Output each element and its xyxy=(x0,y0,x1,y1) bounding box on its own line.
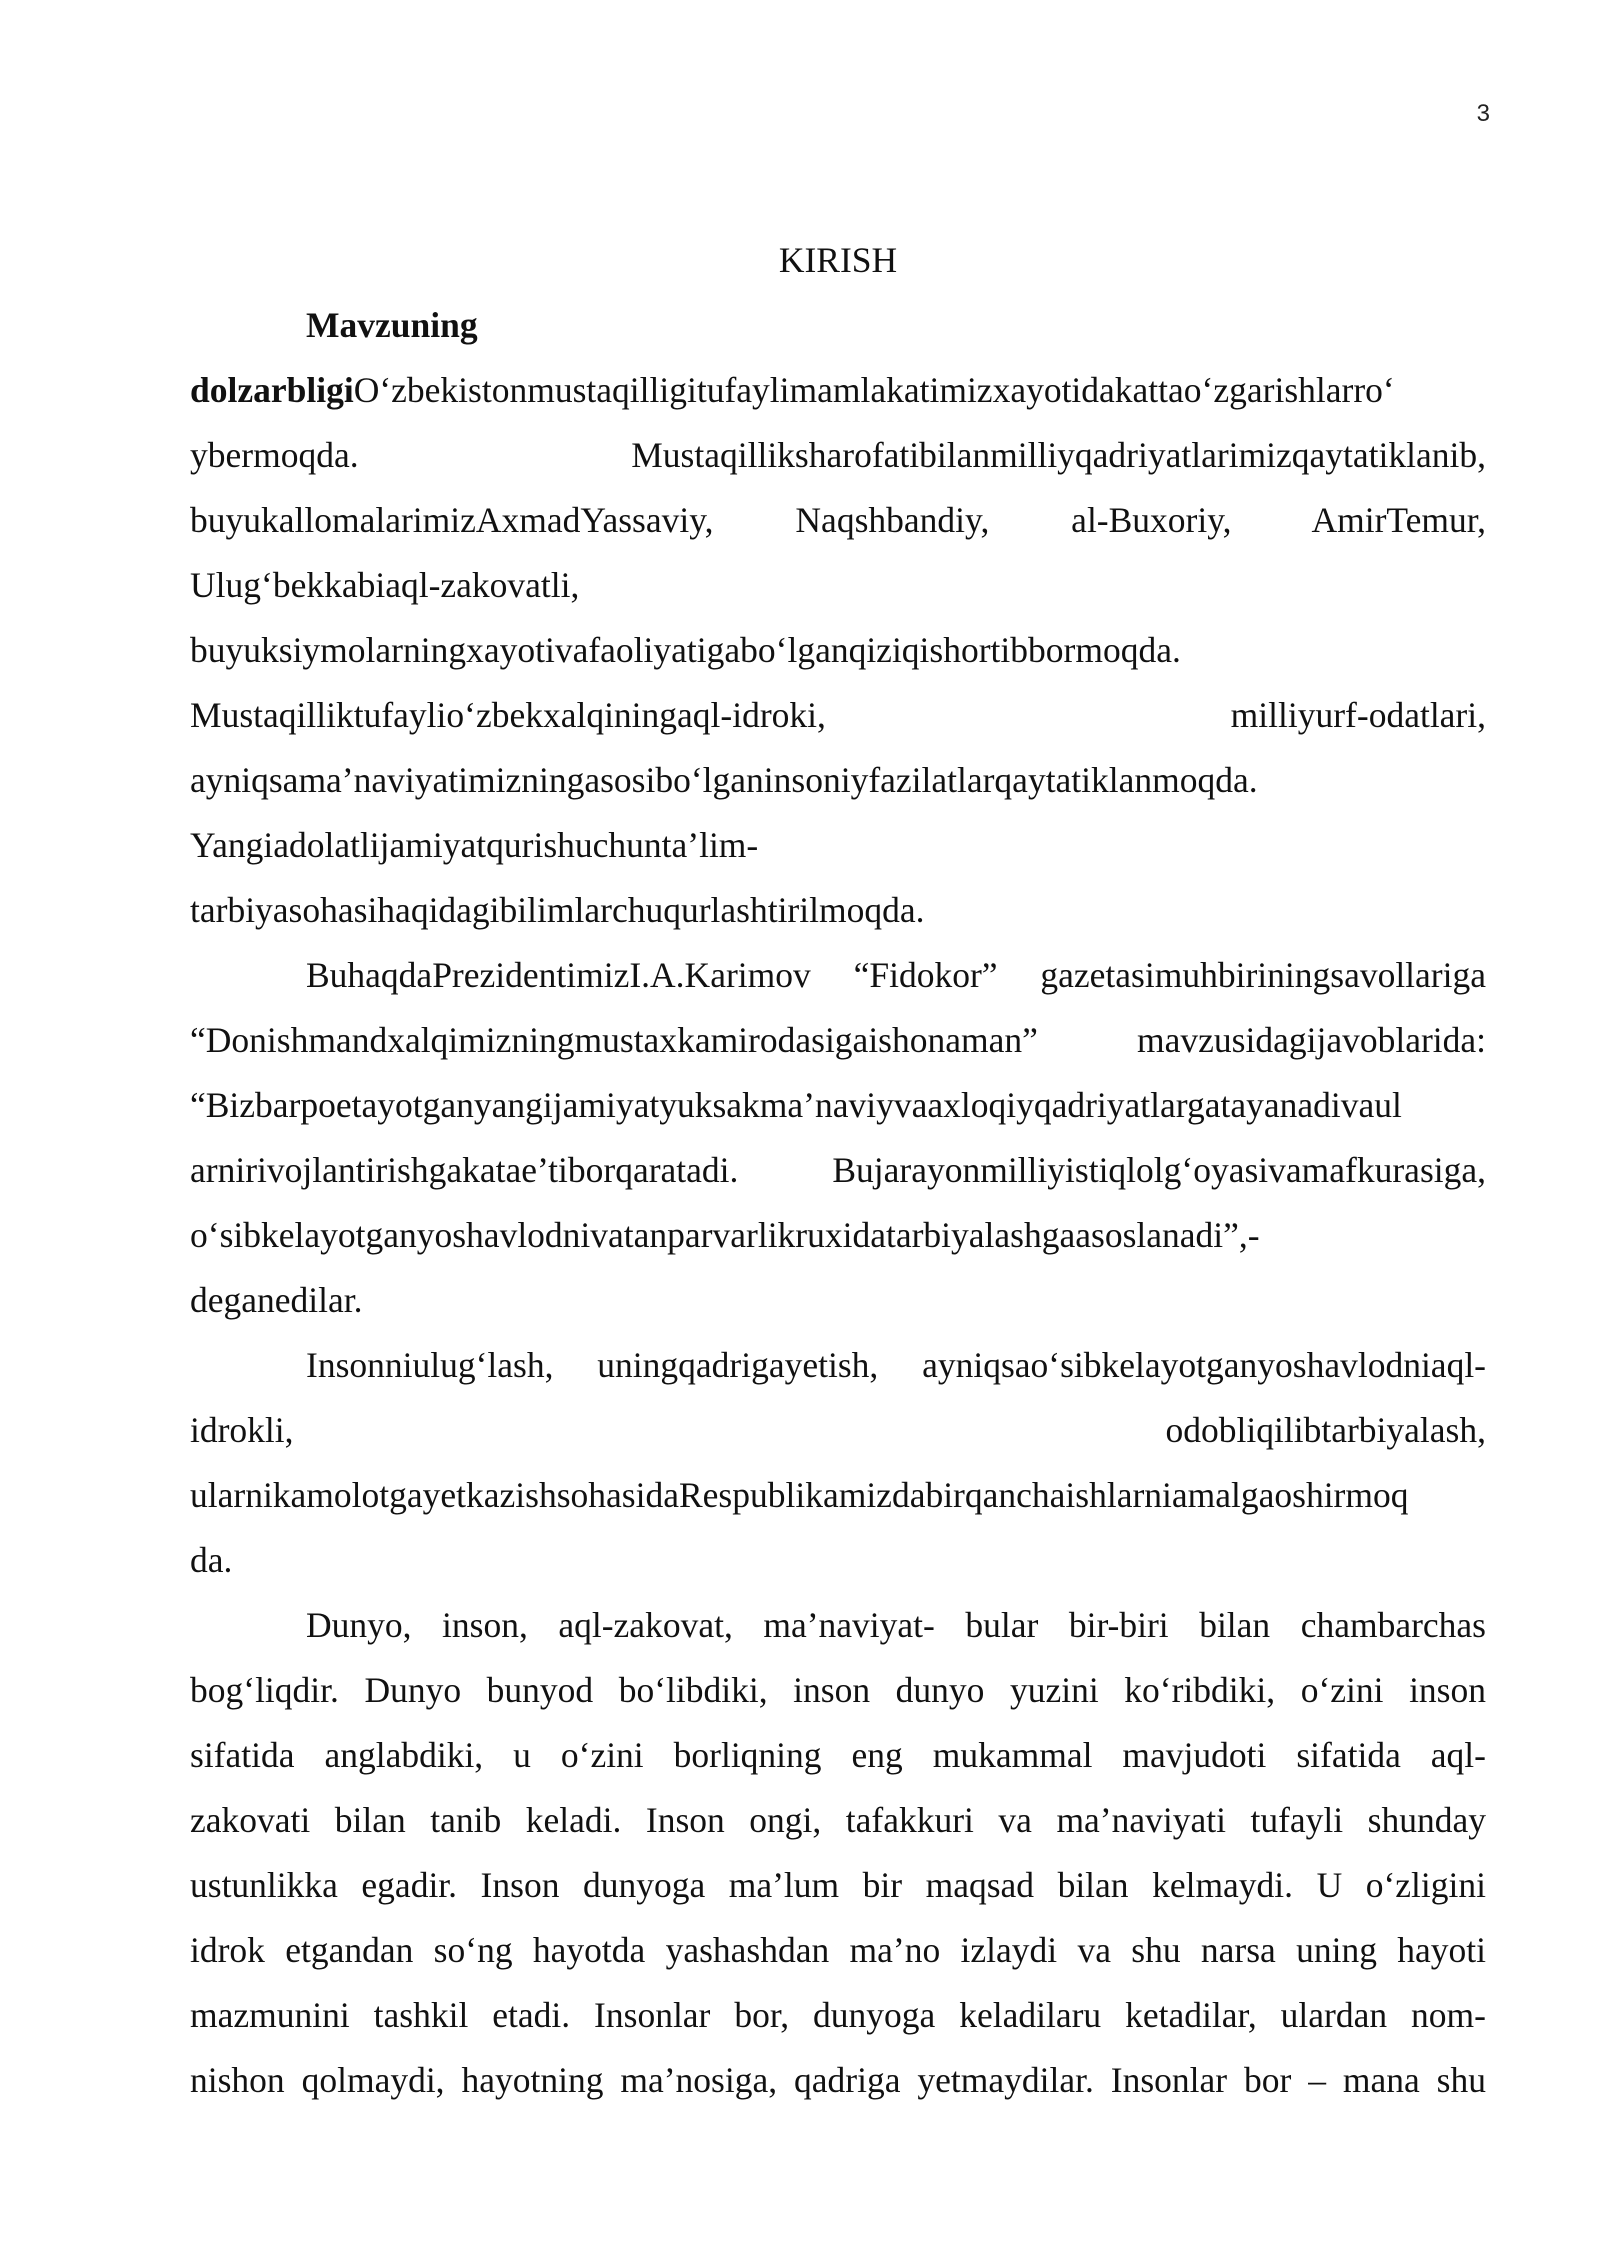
text-line: buyuksiymolarningxayotivafaoliyatigabo‘lganqiziqishortibbormoqda. xyxy=(190,630,1181,670)
paragraph-upbringing xyxy=(190,1333,1486,1593)
text-line: ayniqsama’naviyatimizningasosibo‘lganinsoniyfazilatlarqaytatiklanmoqda. xyxy=(190,760,1258,800)
text-line: Yangiadolatlijamiyatqurishuchunta’lim- xyxy=(190,825,759,865)
paragraph-world-human xyxy=(190,1593,1486,2113)
text-line: Ulug‘bekkabiaql-zakovatli, xyxy=(190,565,580,605)
relevance-bold-label-cont: dolzarbligi xyxy=(190,370,354,410)
text-line: ularnikamolotgayetkazishsohasidaRespublikamizdabirqanchaishlarniamalgaoshirmoq xyxy=(190,1475,1409,1515)
text-line: arnirivojlantirishgakatae’tiborqaratadi. Bujarayonmilliyistiqlolg‘oyasivamafkurasiga, xyxy=(190,1150,1486,1190)
text-line: deganedilar. xyxy=(190,1280,363,1320)
text-line: nishon qolmaydi, hayotning ma’nosiga, qadriga yetmaydilar. Insonlar bor – mana shu xyxy=(190,2060,1486,2100)
text-line: idrokli, odobliqilibtarbiyalash, xyxy=(190,1410,1486,1450)
text-line: Dunyo, inson, aql-zakovat, ma’naviyat- bular bir-biri bilan chambarchas xyxy=(306,1605,1486,1645)
document-heading: KIRISH xyxy=(778,240,898,280)
relevance-bold-label: Mavzuning xyxy=(306,305,478,345)
text-line: idrok etgandan so‘ng hayotda yashashdan ma’no izlaydi va shu narsa uning hayoti xyxy=(190,1930,1486,1970)
text-line: mazmunini tashkil etadi. Insonlar bor, dunyoga keladilaru ketadilar, ulardan nom- xyxy=(190,1995,1486,2035)
text-line: Insonniulug‘lash, uningqadrigayetish, ayniqsao‘sibkelayotganyoshavlodniaql- xyxy=(306,1345,1486,1385)
text-line: da. xyxy=(190,1540,233,1580)
text-line: bog‘liqdir. Dunyo bunyod bo‘libdiki, inson dunyo yuzini ko‘ribdiki, o‘zini inson xyxy=(190,1670,1486,1710)
document-body xyxy=(190,228,1486,2113)
page-number: 3 xyxy=(1476,100,1490,127)
paragraph-president-quote xyxy=(190,943,1486,1333)
text-line: “Donishmandxalqimizningmustaxkamirodasigaishonaman” mavzusidagijavoblarida: xyxy=(190,1020,1486,1060)
text-line: ybermoqda. Mustaqilliksharofatibilanmilliyqadriyatlarimizqaytatiklanib, xyxy=(190,435,1486,475)
text-line: ustunlikka egadir. Inson dunyoga ma’lum bir maqsad bilan kelmaydi. U o‘zligini xyxy=(190,1865,1486,1905)
text-line: tarbiyasohasihaqidagibilimlarchuqurlashtirilmoqda. xyxy=(190,890,925,930)
text-line: BuhaqdaPrezidentimizI.A.Karimov “Fidokor” gazetasimuhbiriningsavollariga xyxy=(306,955,1486,995)
text-line: buyukallomalarimizAxmadYassaviy, Naqshbandiy, al-Buxoriy, AmirTemur, xyxy=(190,500,1486,540)
text-line: o‘sibkelayotganyoshavlodnivatanparvarlikruxidatarbiyalashgaasoslanadi”,- xyxy=(190,1215,1260,1255)
paragraph-relevance xyxy=(190,293,1486,943)
text-line: zakovati bilan tanib keladi. Inson ongi, tafakkuri va ma’naviyati tufayli shunday xyxy=(190,1800,1486,1840)
text-line: sifatida anglabdiki, u o‘zini borliqning eng mukammal mavjudoti sifatida aql- xyxy=(190,1735,1486,1775)
text-line: “Bizbarpoetayotganyangijamiyatyuksakma’naviyvaaxloqiyqadriyatlargatayanadivaul xyxy=(190,1085,1402,1125)
text-line-part: O‘zbekistonmustaqilligitufaylimamlakatimizxayotidakattao‘zgarishlarro‘ xyxy=(353,370,1395,410)
text-line xyxy=(190,358,1486,423)
text-line: Mustaqilliktufaylio‘zbekxalqiningaql-idroki, milliyurf-odatlari, xyxy=(190,695,1486,735)
